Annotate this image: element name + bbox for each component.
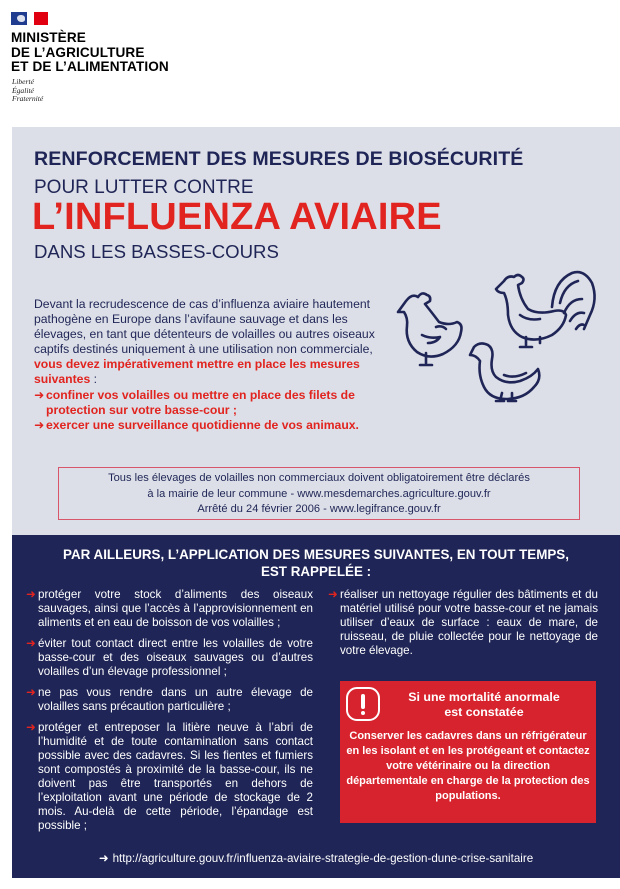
arrow-right-icon: ➜ <box>26 637 36 650</box>
alert-heading-line: est constatée <box>444 704 524 719</box>
reminder-list-right <box>328 588 598 665</box>
reminder-item <box>26 686 313 714</box>
headline-backyards: DANS LES BASSES-COURS <box>34 241 279 262</box>
reminder-item-text: ne pas vous rendre dans un autre élevage de volailles sans précaution particulière ; <box>38 686 313 713</box>
marianne-flag-icon <box>11 12 48 25</box>
mandatory-measures-list <box>34 388 379 433</box>
ministry-line: ET DE L’ALIMENTATION <box>11 59 169 74</box>
notice-line: Tous les élevages de volailles non commerciaux doivent obligatoirement être déclarés <box>108 472 530 484</box>
arrow-right-icon: ➜ <box>328 588 338 601</box>
motto-line: Égalité <box>12 85 34 95</box>
alert-body: Conserver les cadavres dans un réfrigérateur en les isolant et en les protégeant et contactez votre vétérinaire ou la direction départementale en charge de la protection des populations. <box>346 730 590 802</box>
reminder-panel <box>12 535 620 878</box>
alert-heading <box>384 690 584 719</box>
ministry-line: DE L’AGRICULTURE <box>11 44 145 60</box>
more-info-link[interactable] <box>12 851 620 865</box>
motto-line: Fraternité <box>12 94 44 104</box>
reminder-item <box>26 637 313 679</box>
mortality-alert-box <box>340 681 596 823</box>
goose-icon <box>470 343 539 401</box>
reminder-list-left <box>26 588 313 840</box>
headline-subtitle: POUR LUTTER CONTRE <box>34 177 254 198</box>
reminder-title-line: PAR AILLEURS, L’APPLICATION DES MESURES SUIVANTES, EN TOUT TEMPS, <box>63 547 569 562</box>
mandatory-measure-text: exercer une surveillance quotidienne de vos animaux. <box>46 418 359 432</box>
intro-highlight: vous devez impérativement mettre en place les mesures suivantes <box>34 357 360 386</box>
intro-text: Devant la recrudescence de cas d’influenza aviaire hautement pathogène en Europe dans l’avifaune sauvage et dans les élevages, en tant que détenteurs de volailles ou autres oiseaux captifs destinés uniquement à une utilisation non commerciale, <box>34 297 375 356</box>
ministry-name <box>11 31 211 75</box>
motto-line: Liberté <box>12 77 34 86</box>
mandatory-measure-text: confiner vos volailles ou mettre en place des filets de protection sur votre basse-cour ; <box>46 388 355 417</box>
ministry-line: MINISTÈRE <box>11 30 86 45</box>
reminder-item-text: réaliser un nettoyage régulier des bâtiments et du matériel utilisé pour votre basse-cour et ne jamais utiliser d’eaux de surface : eaux de mare, de ruisseau, de pluie collectée pour le nettoyage de votre élevage. <box>340 588 598 657</box>
arrow-right-icon: ➜ <box>34 418 45 432</box>
mandatory-measure <box>34 418 379 433</box>
rooster-icon <box>496 272 595 347</box>
biosecurity-panel <box>12 127 620 535</box>
reminder-item <box>328 588 598 658</box>
reminder-item <box>26 588 313 630</box>
reminder-item <box>26 721 313 833</box>
mandatory-measure <box>34 388 379 418</box>
reminder-title <box>12 546 620 580</box>
more-info-url[interactable]: http://agriculture.gouv.fr/influenza-aviaire-strategie-de-gestion-dune-crise-sanitaire <box>112 852 534 865</box>
arrow-right-icon: ➜ <box>98 852 109 865</box>
intro-paragraph <box>34 297 379 387</box>
headline-avian-influenza: L’INFLUENZA AVIAIRE <box>32 196 442 238</box>
headline-biosecurity: RENFORCEMENT DES MESURES DE BIOSÉCURITÉ <box>34 148 524 170</box>
alert-heading-line: Si une mortalité anormale <box>408 690 560 704</box>
notice-line-link[interactable]: à la mairie de leur commune - www.mesdemarches.agriculture.gouv.fr <box>147 487 491 500</box>
republic-motto <box>12 78 43 104</box>
declaration-notice-box <box>58 467 580 520</box>
intro-suffix: : <box>90 372 98 386</box>
notice-line-link[interactable]: Arrêté du 24 février 2006 - www.legifrance.gouv.fr <box>197 503 441 515</box>
reminder-item-text: protéger votre stock d’aliments des oiseaux sauvages, ainsi que l’accès à l’approvisionnement en aliments et en eau de boisson de vos volailles ; <box>38 588 313 629</box>
arrow-right-icon: ➜ <box>26 588 36 601</box>
reminder-item-text: éviter tout contact direct entre les volailles de votre basse-cour et des oiseaux sauvages ou d’autres volailles d’un élevage professionnel ; <box>38 637 313 678</box>
arrow-right-icon: ➜ <box>26 686 36 699</box>
reminder-item-text: protéger et entreposer la litière neuve à l’abri de l’humidité et de toute contamination sans contact possible avec des cadavres. Si les fientes et fumiers sont compostés à proximité de la basse-cour, ils ne doivent pas être transportés en dehors de l’exploitation avant une période de stockage de 2 mois. Au-delà de cette période, l’épandage est possible ; <box>38 721 313 832</box>
warning-icon <box>346 687 380 721</box>
arrow-right-icon: ➜ <box>34 388 45 402</box>
hen-icon <box>398 293 462 365</box>
arrow-right-icon: ➜ <box>26 721 36 734</box>
reminder-title-line: EST RAPPELÉE : <box>260 564 372 579</box>
poultry-illustration-icon <box>392 263 607 403</box>
